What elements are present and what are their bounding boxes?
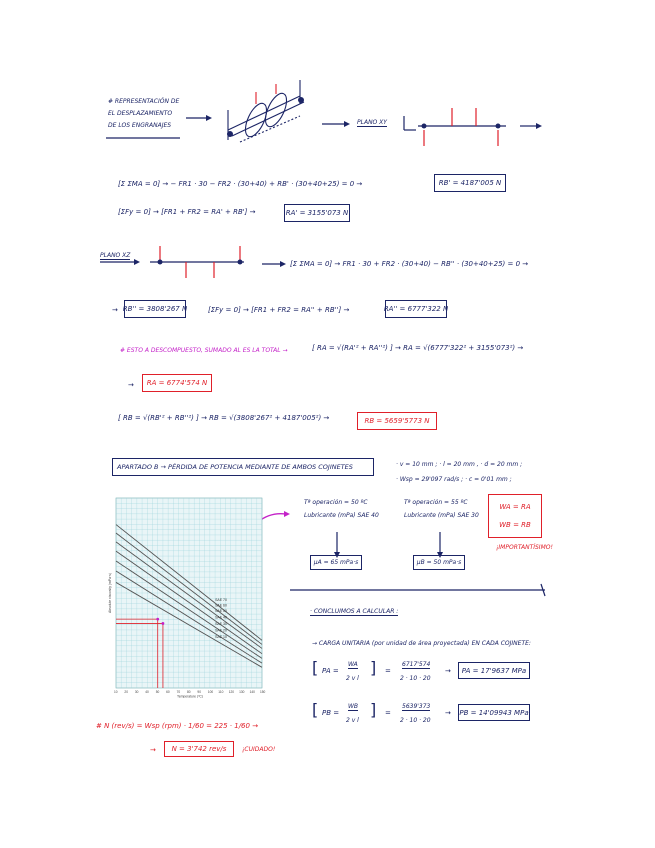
marker-point <box>156 618 159 621</box>
pb-vals-num: 5639'373 <box>402 703 431 710</box>
temp1: Tª operación = 50 ºC <box>304 499 368 506</box>
mu2: μB = 50 mPa·s <box>413 555 465 570</box>
pb-num: WB <box>348 703 359 710</box>
pa-result: PA = 17'9637 MPa <box>458 662 530 679</box>
note-magenta: # ESTO A DESCOMPUESTO, SUMADO AL ES LA TOTAL → <box>120 347 288 354</box>
y-axis-label: Absolute viscosity (mPa·s) <box>108 573 112 613</box>
x-tick-label: 40 <box>145 690 149 694</box>
pa-vals-num: 6717'574 <box>402 661 431 668</box>
beam-xz <box>150 246 244 278</box>
beam-xy <box>404 108 506 146</box>
result-ra2: RA'' = 6777'322 N <box>385 300 447 318</box>
note-red: ¡IMPORTANTÍSIMO! <box>496 544 553 551</box>
pb-den: 2 v l <box>346 717 359 724</box>
x-tick-label: 10 <box>114 690 118 694</box>
temp2: Tª operación = 55 ºC <box>404 499 468 506</box>
pa-den: 2 v l <box>346 675 359 682</box>
pa-num: WA <box>348 661 358 668</box>
pb-lhs: PB = <box>322 709 340 717</box>
series-label: SAE 70 <box>215 598 227 603</box>
result-ra1: RA' = 3155'073 N <box>284 204 350 222</box>
footer-eq: # N (rev/s) = Wsp (rpm) · 1/60 = 225 · 1/60 → <box>96 722 259 730</box>
pb-result: PB = 14'09943 MPa <box>458 704 530 721</box>
marker-point <box>162 622 165 625</box>
result-rb: RB = 5659'5773 N <box>357 412 437 430</box>
plane-xz-label: PLANO XZ <box>100 252 131 259</box>
series-label: SAE 20 <box>215 628 227 633</box>
title-line: DE LOS ENGRANAJES <box>108 122 172 129</box>
footer-note: ¡CUIDADO! <box>242 746 276 753</box>
params-line1: · v = 10 mm ; · l = 20 mm , · d = 20 mm ; <box>396 461 523 468</box>
x-tick-label: 150 <box>260 690 266 694</box>
title-line: EL DESPLAZAMIENTO <box>108 110 173 117</box>
title-line: # REPRESENTACIÓN DE <box>108 98 180 105</box>
result-rb2: RB'' = 3808'267 N <box>124 300 186 318</box>
x-tick-label: 60 <box>166 690 170 694</box>
pb-vals-den: 2 · 10 · 20 <box>400 717 431 724</box>
x-tick-label: 30 <box>134 690 139 694</box>
eq-force-xz: [ΣFy = 0] → [FR1 + FR2 = RA'' + RB''] → <box>208 306 350 314</box>
result-ra: RA = 6774'574 N <box>142 374 212 392</box>
calc-sub: → CARGA UNITARIA (por unidad de área proyectada) EN CADA COJINETE: <box>312 640 531 647</box>
shaft-sketch <box>228 80 304 142</box>
x-tick-label: 110 <box>218 690 224 694</box>
calc-heading: · CONCLUIMOS A CALCULAR : <box>310 608 399 615</box>
mu1: μA = 65 mPa·s <box>310 555 362 570</box>
pa-vals-den: 2 · 10 · 20 <box>400 675 431 682</box>
result-rb1: RB' = 4187'005 N <box>434 174 506 192</box>
eq-ra: [ RA = √(RA'² + RA''²) ] → RA = √(6777'322² + 3155'073²) → <box>312 344 524 352</box>
x-tick-label: 120 <box>228 690 235 694</box>
wb: WB = RB <box>499 521 531 529</box>
appendix-title: APARTADO B → PÉRDIDA DE POTENCIA MEDIANTE DE AMBOS COJINETES <box>112 458 374 476</box>
x-tick-label: 70 <box>176 690 181 694</box>
eq-moment-xz: [Σ ΣMA = 0] → FR1 · 30 + FR2 · (30+40) − RB'' · (30+40+25) = 0 → <box>290 260 529 268</box>
eq-moment-xy: [Σ ΣMA = 0] → − FR1 · 30 − FR2 · (30+40) + RB' · (30+40+25) = 0 → <box>118 180 363 188</box>
x-tick-label: 20 <box>124 690 128 694</box>
x-tick-label: 100 <box>207 690 214 694</box>
x-axis-label: Temperature (ºC) <box>177 694 203 698</box>
viscosity-chart <box>106 494 266 698</box>
plane-xy-label: PLANO XY <box>357 119 387 126</box>
series-label: SAE 50 <box>215 609 227 614</box>
lub2: Lubricante (mPa) SAE 30 <box>404 512 479 519</box>
x-tick-label: 90 <box>197 690 201 694</box>
lub1: Lubricante (mPa) SAE 40 <box>304 512 379 519</box>
x-tick-label: 80 <box>187 690 191 694</box>
eq-rb: [ RB = √(RB'² + RB''²) ] → RB = √(3808'267² + 4187'005²) → <box>118 414 330 422</box>
x-tick-label: 140 <box>249 690 255 694</box>
series-label: SAE 10 <box>215 635 227 640</box>
footer-result: N = 3'742 rev/s <box>164 741 234 757</box>
x-tick-label: 130 <box>239 690 245 694</box>
series-label: SAE 30 <box>215 622 227 627</box>
wa: WA = RA <box>499 503 531 511</box>
w-box <box>488 494 542 538</box>
series-label: SAE 60 <box>215 603 227 608</box>
x-tick-label: 50 <box>155 690 160 694</box>
pa-lhs: PA = <box>322 667 339 675</box>
params-line2: · Wsp = 29'097 rad/s ; · c = 0'01 mm ; <box>396 476 512 483</box>
eq-force-xy: [ΣFy = 0] → [FR1 + FR2 = RA' + RB'] → <box>118 208 256 216</box>
series-label: SAE 40 <box>215 615 227 620</box>
